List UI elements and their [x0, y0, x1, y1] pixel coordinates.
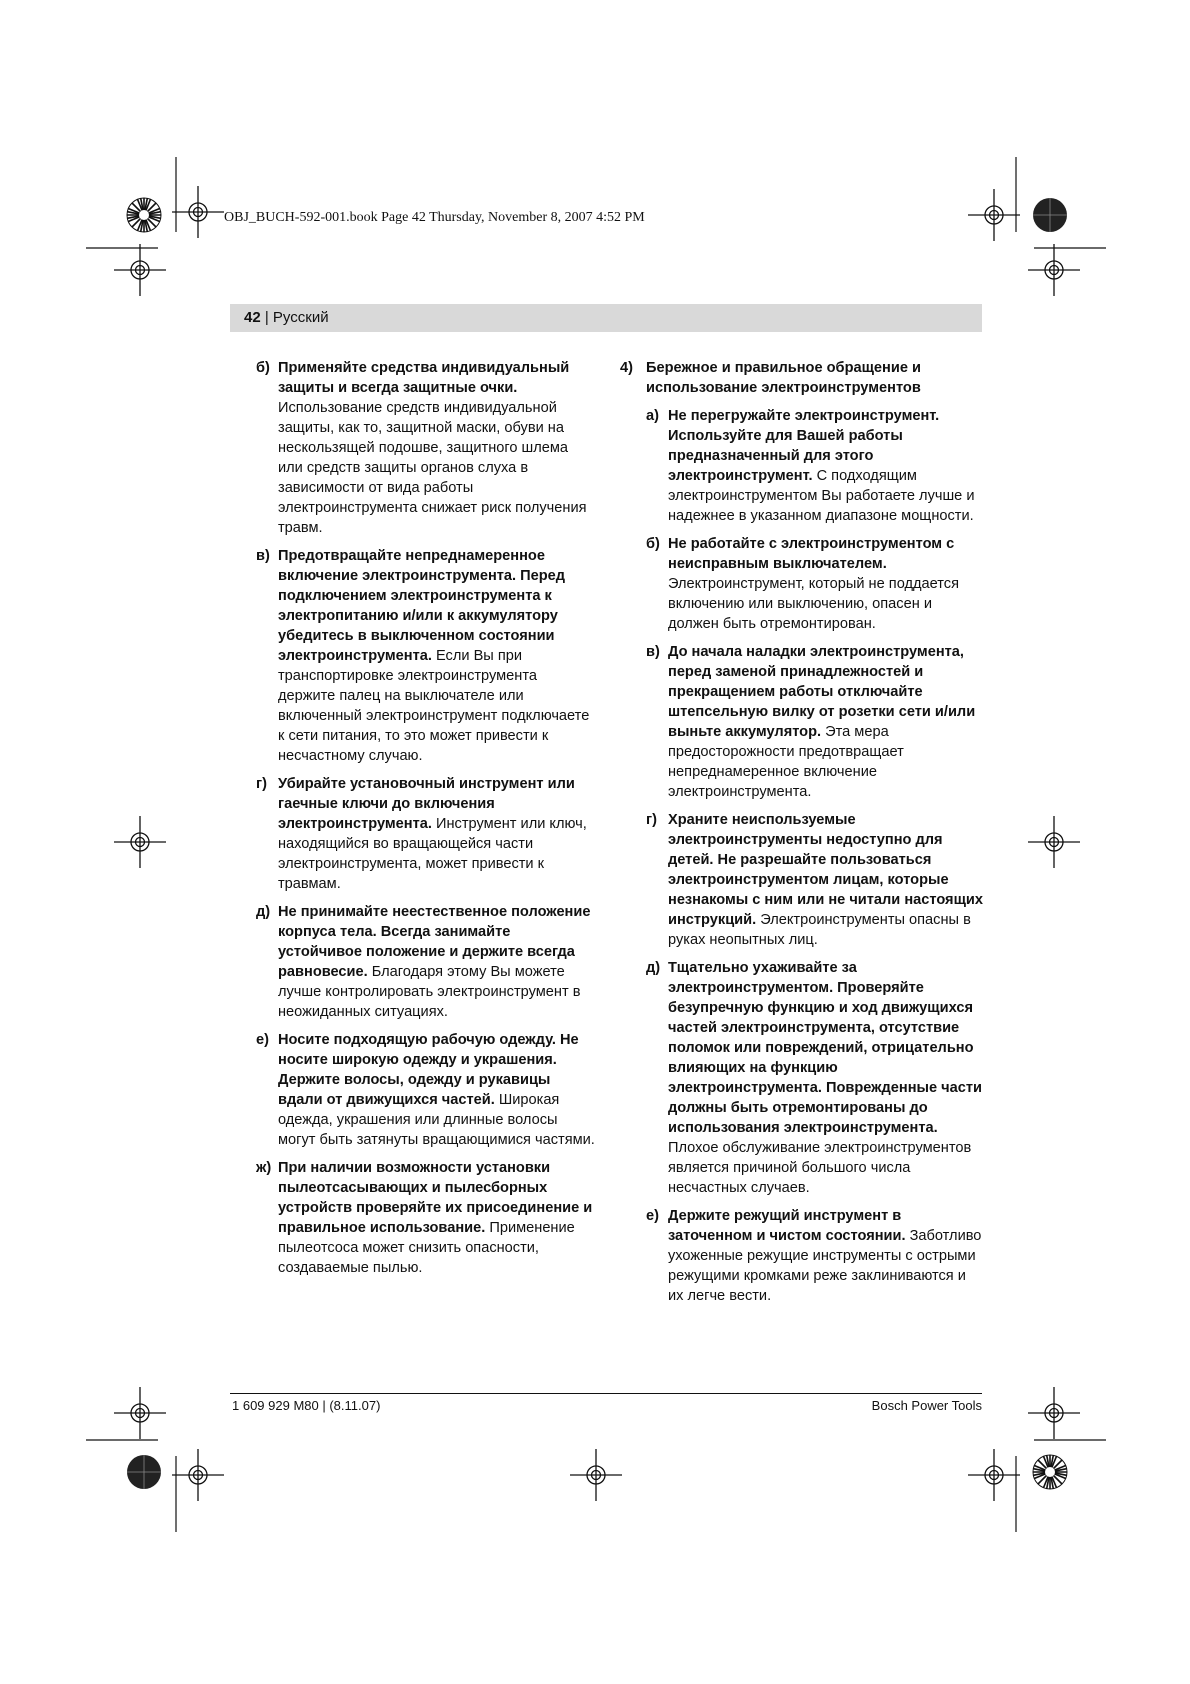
header-separator: | — [260, 309, 273, 326]
item-label: а) — [646, 408, 659, 424]
list-item — [646, 1206, 985, 1306]
item-label: е) — [256, 1032, 269, 1048]
list-item — [646, 810, 985, 950]
item-label: ж) — [256, 1160, 272, 1176]
list-item — [256, 1030, 596, 1150]
left-column — [256, 358, 596, 1286]
page-header-bar — [230, 304, 982, 332]
item-bold: Не принимайте неестественное положение корпуса тела. Всегда занимайте устойчивое положение и держите всегда равновесие. — [278, 904, 591, 980]
right-column — [620, 358, 985, 1314]
item-label: г) — [646, 812, 657, 828]
list-item — [646, 406, 985, 526]
item-text: Применение пылеотсоса может снизить опасности, создаваемые пылью. — [278, 1220, 575, 1276]
item-bold: Не перегружайте электроинструмент. Используйте для Вашей работы предназначенный для этого электроинструмент. — [668, 408, 940, 484]
footer-doc-number: 1 609 929 M80 | (8.11.07) — [232, 1398, 381, 1413]
item-label: в) — [646, 644, 660, 660]
item-bold: Предотвращайте непреднамеренное включение электроинструмента. Перед подключением электроинструмента к электропитанию и/или к аккумулятору убедитесь в выключенном состоянии электроинструмента. — [278, 548, 566, 664]
footer-brand: Bosch Power Tools — [871, 1398, 982, 1413]
item-label: д) — [646, 960, 661, 976]
list-item — [256, 1158, 596, 1278]
section-title: Бережное и правильное обращение и использование электроинструментов — [646, 360, 921, 396]
item-bold: Держите режущий инструмент в заточенном и чистом состоянии. — [668, 1208, 906, 1244]
item-label: г) — [256, 776, 267, 792]
list-item — [256, 358, 596, 538]
item-text: Заботливо ухоженные режущие инструменты с острыми режущими кромками реже заклиниваются и их легче вести. — [668, 1228, 982, 1304]
list-item — [256, 902, 596, 1022]
item-text: Плохое обслуживание электроинструментов является причиной большого числа несчастных случаев. — [668, 1140, 972, 1196]
item-label: б) — [256, 360, 270, 376]
list-item — [256, 546, 596, 766]
item-text: Если Вы при транспортировке электроинструмента держите палец на выключателе или включенный электроинструмент подключаете к сети питания, то это может привести к несчастному случаю. — [278, 648, 590, 764]
item-bold: Носите подходящую рабочую одежду. Не носите широкую одежду и украшения. Держите волосы, одежду и рукавицы вдали от движущихся частей. — [278, 1032, 579, 1108]
item-text: Электроинструменты опасны в руках неопытных лиц. — [668, 912, 971, 948]
print-slug: OBJ_BUCH-592-001.book Page 42 Thursday, November 8, 2007 4:52 PM — [224, 210, 645, 225]
list-item — [256, 774, 596, 894]
item-label: д) — [256, 904, 271, 920]
list-item — [646, 642, 985, 802]
item-bold: Храните неиспользуемые электроинструменты недоступно для детей. Не разрешайте пользоваться электроинструментом лицам, которые незнакомы с ним или не читали настоящих инструкций. — [668, 812, 983, 928]
section-number: 4) — [620, 360, 633, 376]
list-item — [646, 534, 985, 634]
page-number: 42 — [244, 309, 261, 326]
item-label: б) — [646, 536, 660, 552]
item-text: Широкая одежда, украшения или длинные волосы могут быть затянуты вращающимися частями. — [278, 1092, 595, 1148]
item-bold: При наличии возможности установки пылеотсасывающих и пылесборных устройств проверяйте их присоединение и правильное использование. — [278, 1160, 593, 1236]
item-bold: До начала наладки электроинструмента, перед заменой принадлежностей и прекращением работы отключайте штепсельную вилку от розетки сети и/или выньте аккумулятор. — [668, 644, 976, 740]
item-text: Электроинструмент, который не поддается включению или выключению, опасен и должен быть отремонтирован. — [668, 576, 959, 632]
item-label: е) — [646, 1208, 659, 1224]
item-bold: Тщательно ухаживайте за электроинструментом. Проверяйте безупречную функцию и ход движущихся частей электроинструмента, отсутствие поломок или повреждений, отрицательно влияющих на функцию электроинструмента. Поврежденные части должны быть отремонтированы до использования электроинструмента. — [668, 960, 982, 1136]
item-bold: Убирайте установочный инструмент или гаечные ключи до включения электроинструмента. — [278, 776, 575, 832]
item-text: Благодаря этому Вы можете лучше контролировать электроинструмент в неожиданных ситуациях. — [278, 964, 581, 1020]
page-header — [244, 309, 329, 326]
item-text: Эта мера предосторожности предотвращает непреднамеренное включение электроинструмента. — [668, 724, 904, 800]
item-text: С подходящим электроинструментом Вы работаете лучше и надежнее в указанном диапазоне мощности. — [668, 468, 975, 524]
section-heading — [620, 358, 985, 398]
item-bold: Не работайте с электроинструментом с неисправным выключателем. — [668, 536, 955, 572]
item-text: Использование средств индивидуальной защиты, как то, защитной маски, обуви на нескользящей подошве, защитного шлема или средств защиты органов слуха в зависимости от вида работы электроинструмента снижает риск получения травм. — [278, 400, 587, 536]
footer-rule — [230, 1393, 982, 1394]
header-language: Русский — [272, 309, 329, 326]
item-bold: Применяйте средства индивидуальный защиты и всегда защитные очки. — [278, 360, 570, 396]
item-label: в) — [256, 548, 270, 564]
list-item — [646, 958, 985, 1198]
item-text: Инструмент или ключ, находящийся во вращающейся части электроинструмента, может привести к травмам. — [278, 816, 587, 892]
